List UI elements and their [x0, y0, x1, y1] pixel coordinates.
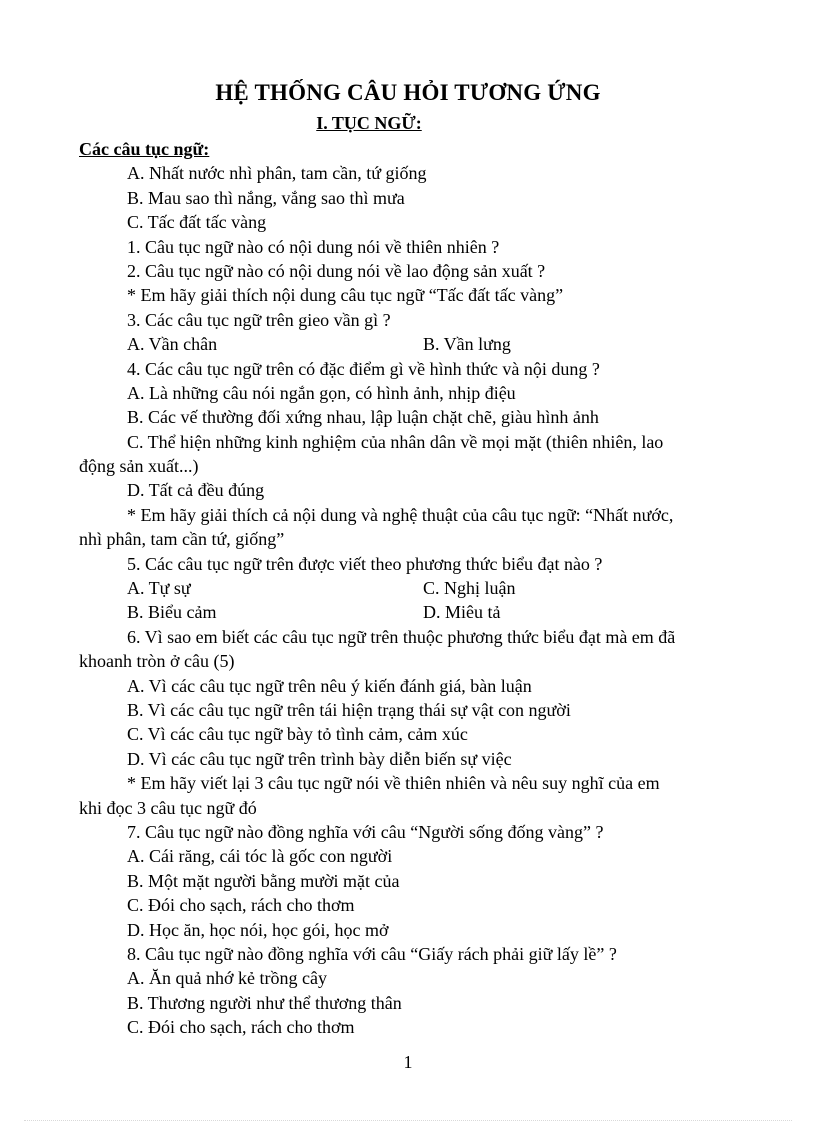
question-5-options-row1: [79, 576, 767, 600]
option-q4-a: A. Là những câu nói ngắn gọn, có hình ảnh, nhịp điệu: [127, 382, 516, 403]
option-q7-c: C. Đói cho sạch, rách cho thơm: [127, 895, 355, 916]
proverb-c: C. Tấc đất tấc vàng: [127, 212, 267, 233]
proverb-b: B. Mau sao thì nắng, vắng sao thì mưa: [127, 187, 405, 208]
option-q4-d: D. Tất cả đều đúng: [127, 480, 265, 501]
question-4: 4. Các câu tục ngữ trên có đặc điểm gì về hình thức và nội dung ?: [127, 358, 600, 379]
task-1: * Em hãy giải thích nội dung câu tục ngữ “Tấc đất tấc vàng”: [127, 285, 564, 306]
option-q7-d: D. Học ăn, học nói, học gói, học mở: [127, 919, 389, 940]
task-2-cont: nhì phân, tam cần tứ, giống”: [79, 529, 285, 550]
task-2: * Em hãy giải thích cả nội dung và nghệ thuật của câu tục ngữ: “Nhất nước,: [127, 504, 674, 525]
option-q3-a: A. Vần chân: [127, 334, 218, 355]
option-q8-c: C. Đói cho sạch, rách cho thơm: [127, 1017, 355, 1038]
question-8: 8. Câu tục ngữ nào đồng nghĩa với câu “Giấy rách phải giữ lấy lề” ?: [127, 943, 617, 964]
question-5: 5. Các câu tục ngữ trên được viết theo phương thức biểu đạt nào ?: [127, 553, 603, 574]
page-title: HỆ THỐNG CÂU HỎI TƯƠNG ỨNG: [215, 80, 601, 105]
question-7: 7. Câu tục ngữ nào đồng nghĩa với câu “Người sống đống vàng” ?: [127, 821, 604, 842]
option-q5-c: C. Nghị luận: [423, 578, 516, 599]
option-q3-b: B. Vần lưng: [423, 334, 511, 355]
option-q6-d: D. Vì các câu tục ngữ trên trình bày diễn biến sự việc: [127, 748, 512, 769]
question-3: 3. Các câu tục ngữ trên gieo vần gì ?: [127, 309, 391, 330]
option-q4-c: C. Thể hiện những kinh nghiệm của nhân dân về mọi mặt (thiên nhiên, lao: [127, 431, 664, 452]
option-q6-a: A. Vì các câu tục ngữ trên nêu ý kiến đánh giá, bàn luận: [127, 675, 532, 696]
option-q5-d: D. Miêu tả: [423, 602, 501, 623]
question-1: 1. Câu tục ngữ nào có nội dung nói về thiên nhiên ?: [127, 236, 500, 257]
page-number: 1: [403, 1052, 413, 1072]
option-q7-b: B. Một mặt người bằng mười mặt của: [127, 870, 400, 891]
proverb-a: A. Nhất nước nhì phân, tam cần, tứ giống: [127, 163, 427, 184]
subsection-heading: Các câu tục ngữ:: [79, 139, 210, 159]
question-3-options: [79, 332, 767, 356]
option-q6-b: B. Vì các câu tục ngữ trên tái hiện trạng thái sự vật con người: [127, 699, 571, 720]
task-3: * Em hãy viết lại 3 câu tục ngữ nói về thiên nhiên và nêu suy nghĩ của em: [127, 773, 660, 794]
option-q8-b: B. Thương người như thể thương thân: [127, 992, 402, 1013]
question-6-cont: khoanh tròn ở câu (5): [79, 651, 235, 672]
page-divider: [24, 1120, 792, 1121]
option-q4-b: B. Các vế thường đối xứng nhau, lập luận chặt chẽ, giàu hình ảnh: [127, 407, 599, 428]
task-3-cont: khi đọc 3 câu tục ngữ đó: [79, 797, 257, 818]
option-q4-c-cont: động sản xuất...): [79, 456, 199, 477]
option-q5-b: B. Biểu cảm: [127, 602, 217, 623]
question-5-options-row2: [79, 600, 767, 624]
question-list: [79, 137, 767, 1039]
option-q7-a: A. Cái răng, cái tóc là gốc con người: [127, 846, 393, 867]
question-2: 2. Câu tục ngữ nào có nội dung nói về lao động sản xuất ?: [127, 260, 546, 281]
section-heading: I. TỤC NGỮ:: [316, 113, 422, 133]
question-6: 6. Vì sao em biết các câu tục ngữ trên thuộc phương thức biểu đạt mà em đã: [127, 626, 676, 647]
option-q8-a: A. Ăn quả nhớ kẻ trồng cây: [127, 968, 327, 989]
option-q5-a: A. Tự sự: [127, 578, 191, 599]
option-q6-c: C. Vì các câu tục ngữ bày tỏ tình cảm, cảm xúc: [127, 724, 468, 745]
